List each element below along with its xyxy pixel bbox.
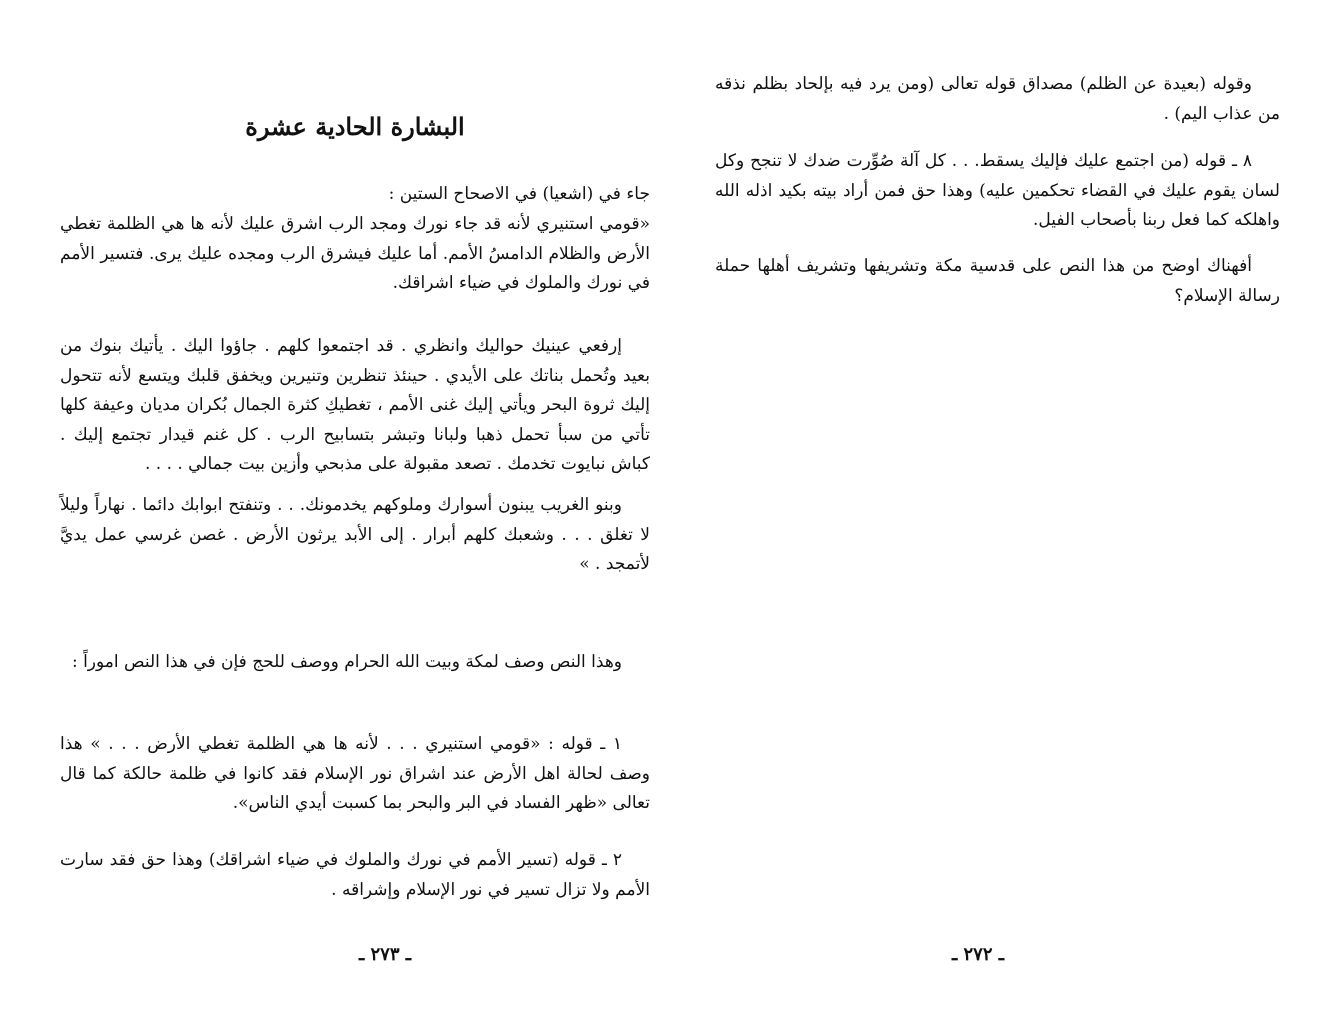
page-number: ـ ٢٧٢ ـ xyxy=(951,944,1005,965)
left-page xyxy=(60,0,650,1020)
right-paragraph-1: وقوله (بعيدة عن الظلم) مصداق قوله تعالى (ومن يرد فيه بإلحاد بظلم نذقه من عذاب اليم) . xyxy=(715,74,1280,124)
quote-paragraph-1: «قومي استنيري لأنه قد جاء نورك ومجد الرب اشرق عليك لأنه ها هي الظلمة تغطي الأرض والظلام الدامسُ الأمم. أما عليك فيشرق الرب ومجده عليك يرى. فتسير الأمم في نورك والملوك في ضياء اشراقك. xyxy=(60,214,650,293)
quote-paragraph-3: وبنو الغريب يبنون أسوارك وملوكهم يخدمونك. . . وتنفتح ابوابك دائما . نهاراً وليلاً لا تغلق . . . وشعبك كلهم أبرار . إلى الأبد يرثون الأرض . غصن غرسي عمل يديَّ لأتمجد . » xyxy=(60,495,650,574)
quote-intro: جاء في (اشعيا) في الاصحاح الستين : xyxy=(388,184,650,204)
chapter-heading: البشارة الحادية عشرة xyxy=(245,112,465,141)
commentary-point-2: ٢ ـ قوله (تسير الأمم في نورك والملوك في ضياء اشراقك) وهذا حق فقد سارت الأمم ولا تزال تسير في نور الإسلام وإشراقه . xyxy=(60,850,650,900)
page-number: ـ ٢٧٣ ـ xyxy=(358,944,412,965)
commentary-point-1: ١ ـ قوله : «قومي استنيري . . . لأنه ها هي الظلمة تغطي الأرض . . . » هذا وصف لحالة اهل الأرض عند اشراق نور الإسلام فقد كانوا في ظلمة حالكة كما قال تعالى «ظهر الفساد في البر والبحر بما كسبت أيدي الناس». xyxy=(60,734,650,813)
right-page xyxy=(715,0,1280,1020)
right-paragraph-2: ٨ ـ قوله (من اجتمع عليك فإليك يسقط. . . كل آلة صُوِّرت ضدك لا تنجح وكل لسان يقوم عليك في القضاء تحكمين عليه) وهذا حق فمن أراد بيته بكيد اذله الله واهلكه كما فعل ربنا بأصحاب الفيل. xyxy=(715,151,1280,230)
right-paragraph-3: أفهناك اوضح من هذا النص على قدسية مكة وتشريفها وتشريف أهلها حملة رسالة الإسلام؟ xyxy=(715,256,1280,306)
commentary-intro: وهذا النص وصف لمكة وبيت الله الحرام ووصف للحج فإن في هذا النص اموراً : xyxy=(71,652,622,672)
quote-paragraph-2: إرفعي عينيك حواليك وانظري . قد اجتمعوا كلهم . جاؤوا اليك . يأتيك بنوك من بعيد وتُحمل بناتك على الأيدي . حينئذ تنظرين وتنيرين ويخفق قلبك ويتسع لأنه تتحول إليك ثروة البحر ويأتي إليك غنى الأمم ، تغطيكِ كثرة الجمال بُكران مديان وعيفة كلها تأتي من سبأ تحمل ذهبا ولبانا وتبشر بتسابيح الرب . كل غنم قيدار تجتمع إليك . كباش نبايوت تخدمك . تصعد مقبولة على مذبحي وأزين بيت جمالي . . . . xyxy=(60,336,650,474)
